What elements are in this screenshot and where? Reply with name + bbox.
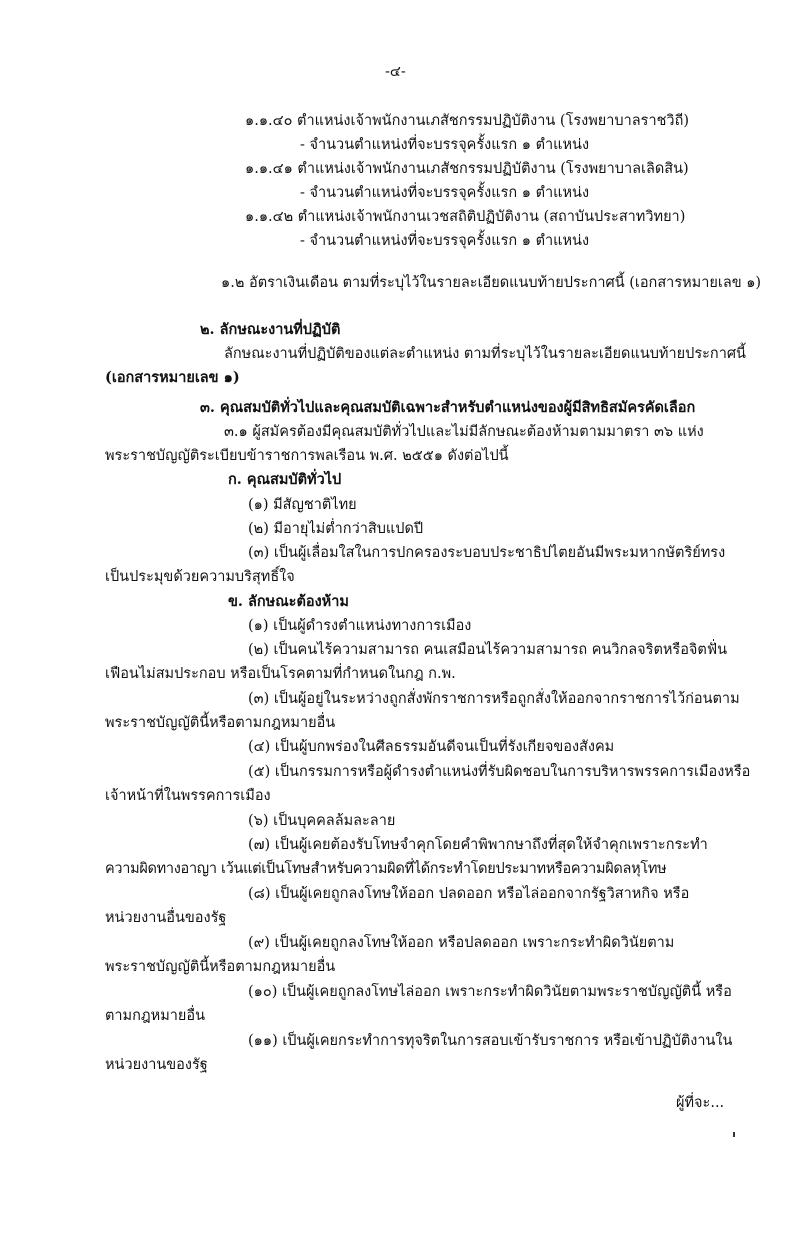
prohibited-item: (๗) เป็นผู้เคยต้องรับโทษจำคุกโดยคำพิพากษาถึงที่สุดให้จำคุกเพราะกระทำ (248, 837, 708, 853)
prohibited-item: (๖) เป็นบุคคลล้มละลาย (248, 813, 396, 829)
position-title: ๑.๑.๔๒ ตำแหน่งเจ้าพนักงานเวชสถิติปฏิบัติงาน (สถาบันประสาทวิทยา) (245, 209, 686, 225)
prohibited-item: (๑) เป็นผู้ดำรงตำแหน่งทางการเมือง (248, 618, 472, 634)
general-item: (๑) มีสัญชาติไทย (248, 497, 357, 513)
position-title: ๑.๑.๔๑ ตำแหน่งเจ้าพนักงานเภสัชกรรมปฏิบัติงาน (โรงพยาบาลเลิดสิน) (245, 161, 689, 177)
section-3-intro: ๓.๑ ผู้สมัครต้องมีคุณสมบัติทั่วไปและไม่มีลักษณะต้องห้ามตามมาตรา ๓๖ แห่ง (224, 424, 704, 440)
prohibited-item-cont: หน่วยงานอื่นของรัฐ (105, 910, 227, 926)
position-title: ๑.๑.๔๐ ตำแหน่งเจ้าพนักงานเภสัชกรรมปฏิบัติงาน (โรงพยาบาลราชวิถี) (245, 113, 690, 129)
page-number: -๔- (385, 64, 406, 80)
prohibited-item: (๓) เป็นผู้อยู่ในระหว่างถูกสั่งพักราชการหรือถูกสั่งให้ออกจากราชการไว้ก่อนตาม (248, 691, 740, 707)
prohibited-item-cont: พระราชบัญญัตินี้หรือตามกฎหมายอื่น (105, 715, 336, 731)
prohibited-item: (๒) เป็นคนไร้ความสามารถ คนเสมือนไร้ความสามารถ คนวิกลจริตหรือจิตฟั่น (248, 642, 728, 658)
prohibited-item: (๑๐) เป็นผู้เคยถูกลงโทษไล่ออก เพราะกระทำผิดวินัยตามพระราชบัญญัตินี้ หรือ (248, 984, 732, 1000)
general-item: (๓) เป็นผู้เลื่อมใสในการปกครองระบอบประชาธิปไตยอันมีพระมหากษัตริย์ทรง (248, 545, 726, 561)
prohibited-item-cont: ตามกฎหมายอื่น (105, 1008, 206, 1024)
section-2-heading: ๒. ลักษณะงานที่ปฏิบัติ (200, 321, 341, 338)
salary-clause: ๑.๒ อัตราเงินเดือน ตามที่ระบุไว้ในรายละเอียดแนบท้ายประกาศนี้ (เอกสารหมายเลข ๑) (221, 275, 762, 291)
section-3-heading: ๓. คุณสมบัติทั่วไปและคุณสมบัติเฉพาะสำหรับตำแหน่งของผู้มีสิทธิสมัครคัดเลือก (200, 399, 696, 416)
position-count: - จำนวนตำแหน่งที่จะบรรจุครั้งแรก ๑ ตำแหน่ง (300, 185, 590, 201)
section-2-text: ลักษณะงานที่ปฏิบัติของแต่ละตำแหน่ง ตามที่ระบุไว้ในรายละเอียดแนบท้ายประกาศนี้ (224, 346, 746, 362)
general-item-cont: เป็นประมุขด้วยความบริสุทธิ์ใจ (105, 569, 295, 585)
prohibited-heading: ข. ลักษณะต้องห้าม (228, 593, 349, 610)
scan-mark (733, 1132, 735, 1137)
section-2-text-cont: (เอกสารหมายเลข ๑) (105, 369, 240, 386)
prohibited-item-cont: หน่วยงานของรัฐ (105, 1057, 208, 1073)
position-count: - จำนวนตำแหน่งที่จะบรรจุครั้งแรก ๑ ตำแหน่ง (300, 233, 590, 249)
general-qualifications-heading: ก. คุณสมบัติทั่วไป (228, 471, 342, 488)
continuation-text: ผู้ที่จะ... (676, 1095, 725, 1111)
general-item: (๒) มีอายุไม่ต่ำกว่าสิบแปดปี (248, 521, 424, 537)
prohibited-item: (๕) เป็นกรรมการหรือผู้ดำรงตำแหน่งที่รับผิดชอบในการบริหารพรรคการเมืองหรือ (248, 764, 751, 780)
prohibited-item-cont: พระราชบัญญัตินี้หรือตามกฎหมายอื่น (105, 959, 336, 975)
prohibited-item: (๑๑) เป็นผู้เคยกระทำการทุจริตในการสอบเข้ารับราชการ หรือเข้าปฏิบัติงานใน (248, 1033, 733, 1049)
prohibited-item-cont: ความผิดทางอาญา เว้นแต่เป็นโทษสำหรับความผิดที่ได้กระทำโดยประมาทหรือความผิดลหุโทษ (105, 861, 667, 877)
prohibited-item-cont: เฟือนไม่สมประกอบ หรือเป็นโรคตามที่กำหนดในกฎ ก.พ. (105, 666, 456, 682)
prohibited-item: (๔) เป็นผู้บกพร่องในศีลธรรมอันดีจนเป็นที่รังเกียจของสังคม (248, 739, 615, 755)
section-3-intro-cont: พระราชบัญญัติระเบียบข้าราชการพลเรือน พ.ศ. ๒๕๕๑ ดังต่อไปนี้ (105, 448, 509, 464)
prohibited-item: (๙) เป็นผู้เคยถูกลงโทษให้ออก หรือปลดออก เพราะกระทำผิดวินัยตาม (248, 935, 675, 951)
position-count: - จำนวนตำแหน่งที่จะบรรจุครั้งแรก ๑ ตำแหน่ง (300, 137, 590, 153)
prohibited-item: (๘) เป็นผู้เคยถูกลงโทษให้ออก ปลดออก หรือไล่ออกจากรัฐวิสาหกิจ หรือ (248, 886, 690, 902)
prohibited-item-cont: เจ้าหน้าที่ในพรรคการเมือง (105, 788, 271, 804)
